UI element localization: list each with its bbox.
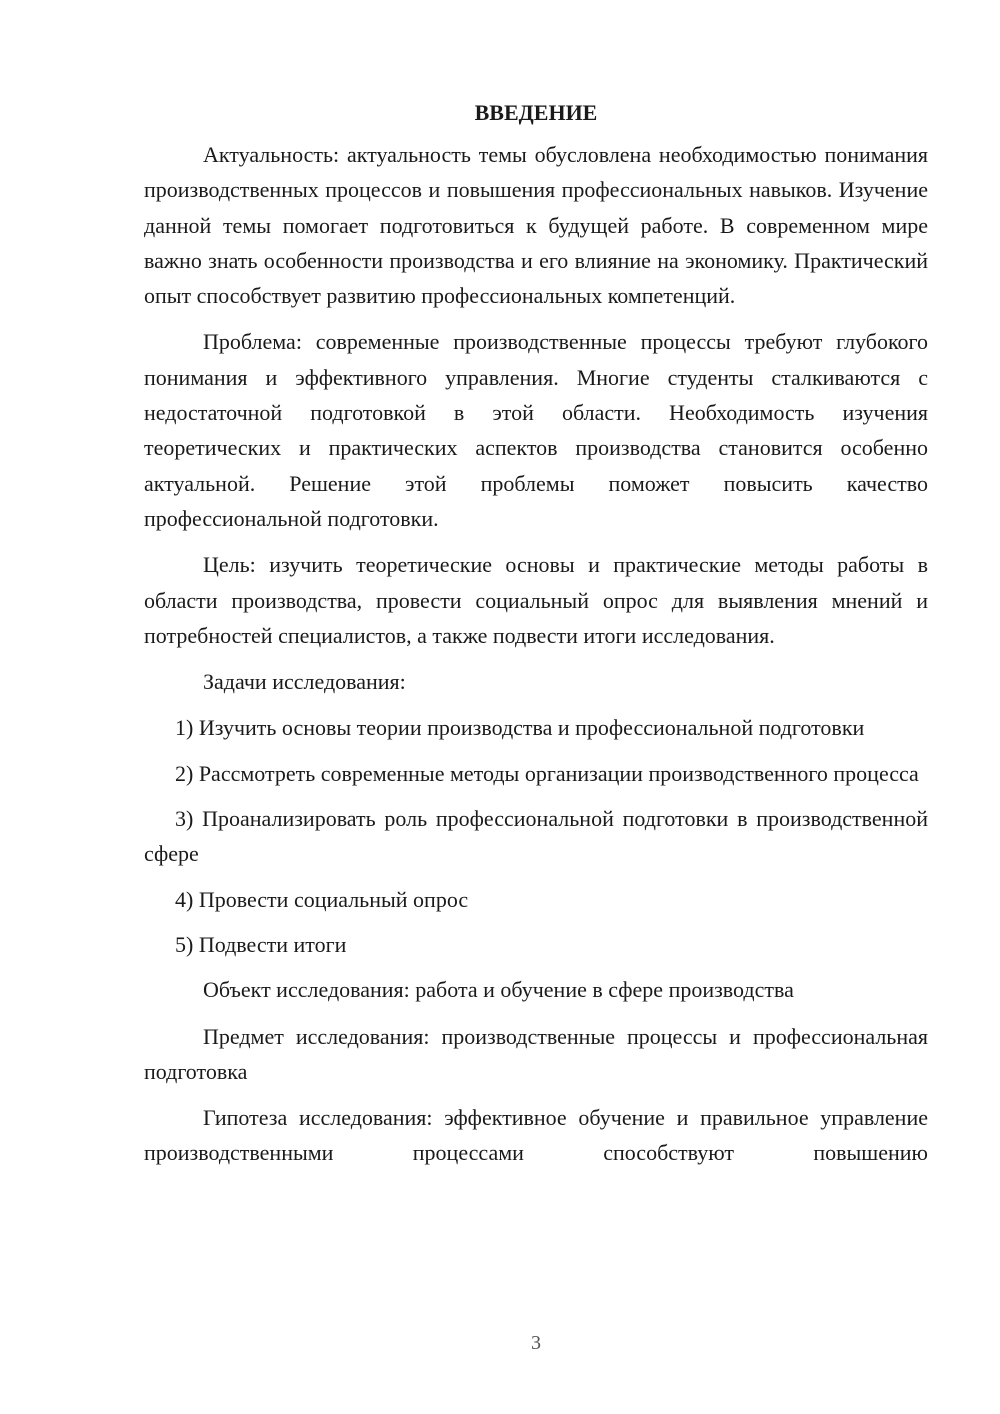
page-number: 3 <box>531 1332 541 1354</box>
relevance-paragraph: Актуальность: актуальность темы обусловлена необходимостью понимания производственных процессов и повышения профессиональных навыков. Изучение данной темы помогает подготовиться к будущей работе. В современном мире важно знать особенности производства и его влияние на экономику. Практический опыт способствует развитию профессиональных компетенций. <box>144 142 928 309</box>
hypothesis-paragraph: Гипотеза исследования: эффективное обучение и правильное управление производственными процессами способствуют повышению <box>144 1105 928 1166</box>
problem-paragraph: Проблема: современные производственные процессы требуют глубокого понимания и эффективного управления. Многие студенты сталкиваются с недостаточной подготовкой в этой области. Необходимость изучения теоретических и практических аспектов производства становится особенно актуальной. Решение этой проблемы поможет повысить качество профессиональной подготовки. <box>144 329 928 531</box>
list-item: 2) Рассмотреть современные методы организации производственного процесса <box>175 760 919 786</box>
tasks-list <box>144 710 928 962</box>
page-title: ВВЕДЕНИЕ <box>474 100 598 125</box>
list-item: 1) Изучить основы теории производства и профессиональной подготовки <box>175 715 865 741</box>
page-content <box>144 95 928 1171</box>
list-item: 4) Провести социальный опрос <box>175 886 469 912</box>
list-item: 5) Подвести итоги <box>175 931 347 957</box>
tasks-heading: Задачи исследования: <box>203 669 406 695</box>
object-paragraph: Объект исследования: работа и обучение в сфере производства <box>203 977 794 1003</box>
subject-paragraph: Предмет исследования: производственные процессы и профессиональная подготовка <box>144 1023 928 1084</box>
goal-paragraph: Цель: изучить теоретические основы и практические методы работы в области производства, провести социальный опрос для выявления мнений и потребностей специалистов, а также подвести итоги исследования. <box>144 552 928 648</box>
list-item: 3) Проанализировать роль профессиональной подготовки в производственной сфере <box>144 806 928 867</box>
